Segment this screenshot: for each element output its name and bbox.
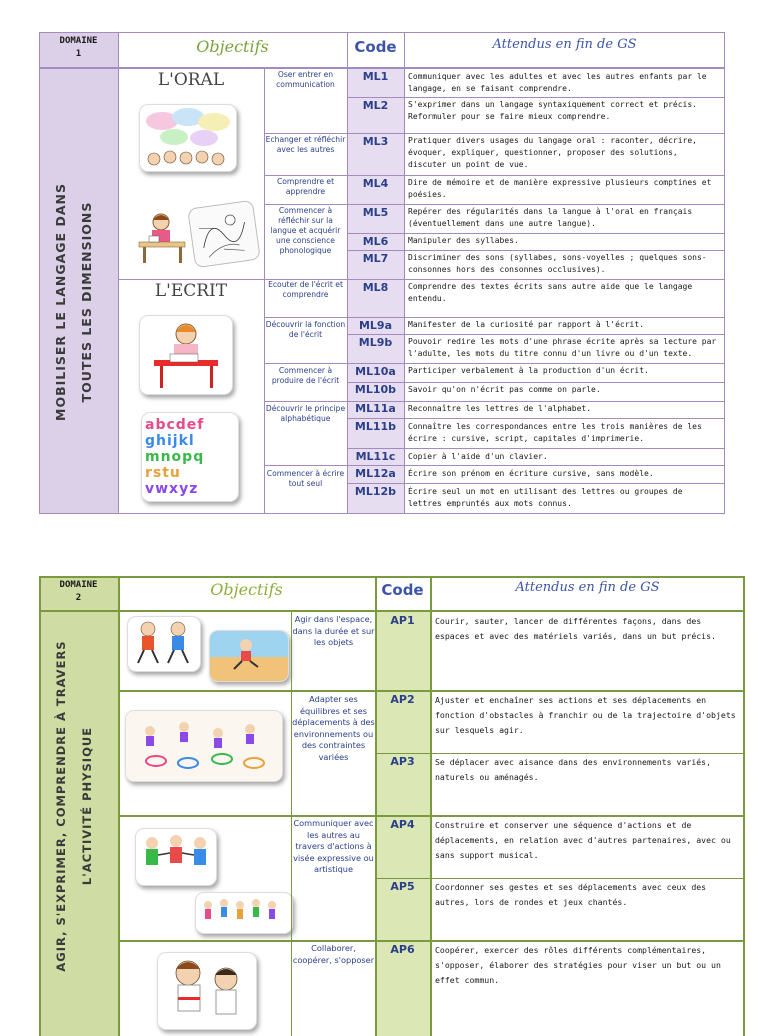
objective-oser-communication: Oser entrer en communication bbox=[276, 70, 335, 89]
domain1-vertical-title: MOBILISER LE LANGAGE DANS TOUTES LES DIMENSIONS bbox=[53, 183, 94, 421]
attendu-ml12b: Écrire seul un mot en utilisant des lettres ou groupes de lettres empruntés aux mots connus. bbox=[408, 487, 683, 508]
children-round-dance-image bbox=[195, 892, 293, 934]
attendu-ml8: Comprendre des textes écrits sans autre aide que le langage entendu. bbox=[408, 282, 693, 303]
objective-communiquer-autres: Communiquer avec les autres au travers d'actions à visée expressive ou artistique bbox=[293, 818, 374, 874]
attendu-ml11b: Connaître les correspondances entre les trois manières de les écrire : cursive, script, capitales d'imprimerie. bbox=[408, 422, 702, 443]
objective-adapter-equilibres: Adapter ses équilibres et ses déplacements à des environnements ou des contraintes variées bbox=[292, 694, 375, 762]
objective-collaborer: Collaborer, coopérer, s'opposer bbox=[292, 943, 375, 965]
code-ml3: ML3 bbox=[362, 135, 389, 148]
d1-header-bottom bbox=[39, 67, 725, 69]
code-ml6: ML6 bbox=[362, 235, 389, 248]
code-ml7: ML7 bbox=[362, 252, 389, 265]
objective-principe-alphabetique: Découvrir le principe alphabétique bbox=[265, 404, 346, 423]
code-ml8: ML8 bbox=[362, 281, 389, 294]
domain2-table bbox=[39, 576, 745, 1036]
drawing-sketch-image bbox=[187, 200, 261, 269]
d1-obj-divider bbox=[264, 204, 725, 205]
attendu-ml10a: Participer verbalement à la production d'un écrit. bbox=[408, 366, 649, 375]
d2-obj-divider bbox=[118, 690, 745, 692]
obstacle-course-image bbox=[125, 710, 283, 782]
d1-row-divider bbox=[347, 233, 725, 234]
d1-section-divider bbox=[118, 279, 725, 280]
attendu-ap4: Construire et conserver une séquence d'actions et de déplacements, en relation avec d'autres partenaires, avec ou sans support musical. bbox=[435, 820, 731, 860]
code-ap5: AP5 bbox=[390, 880, 415, 893]
attendu-ml11c: Copier à l'aide d'un clavier. bbox=[408, 452, 548, 461]
d1-row-divider bbox=[347, 250, 725, 251]
attendu-ml9a: Manifester de la curiosité par rapport à l'écrit. bbox=[408, 320, 645, 329]
children-speech-bubbles-image bbox=[139, 104, 237, 172]
child-writing-image bbox=[139, 315, 233, 395]
attendu-ml7: Discriminer des sons (syllabes, sons-voyelles ; quelques sons-consonnes hors des consonnes occlusives). bbox=[408, 253, 707, 274]
attendu-ap5: Coordonner ses gestes et ses déplacements avec ceux des autres, lors de rondes et jeux chantés. bbox=[435, 882, 707, 907]
d2-col-4 bbox=[430, 576, 432, 1036]
d2-col-1 bbox=[118, 576, 120, 1036]
d1-obj-divider bbox=[264, 175, 725, 176]
objective-echanger: Echanger et réfléchir avec les autres bbox=[265, 135, 346, 154]
code-ap6: AP6 bbox=[390, 943, 415, 956]
d1-col-2 bbox=[264, 68, 265, 514]
child-jumping-beach-image bbox=[209, 630, 289, 682]
code-ml1: ML1 bbox=[362, 70, 389, 83]
attendu-ml5: Repérer des régularités dans la langue à l'oral en français (éventuellement dans une autre langue). bbox=[408, 207, 693, 228]
objective-produire-ecrit: Commencer à produire de l'écrit bbox=[271, 366, 340, 385]
objective-ecouter-ecrit: Ecouter de l'écrit et comprendre bbox=[268, 280, 343, 299]
domaine1-label: DOMAINE 1 bbox=[59, 36, 98, 59]
children-judo-image bbox=[157, 952, 257, 1030]
code-ml11a: ML11a bbox=[355, 402, 396, 415]
d1-border-right bbox=[724, 32, 725, 514]
attendu-ap1: Courir, sauter, lancer de différentes façons, dans des espaces et avec des matériels variés, dans un but précis. bbox=[435, 616, 716, 641]
attendu-ml2: S'exprimer dans un langage syntaxiquement correct et précis. Reformuler pour se faire mieux comprendre. bbox=[408, 100, 697, 121]
d2-row-divider bbox=[375, 878, 745, 879]
d1-border-left bbox=[39, 32, 40, 514]
attendu-ml10b: Savoir qu'on n'écrit pas comme on parle. bbox=[408, 385, 601, 394]
code-ml10b: ML10b bbox=[354, 383, 397, 396]
domain2-vertical-title: AGIR, S'EXPRIMER, COMPRENDRE À TRAVERS L'ACTIVITÉ PHYSIQUE bbox=[54, 640, 94, 972]
code-ap4: AP4 bbox=[390, 818, 415, 831]
d1-row-divider bbox=[347, 483, 725, 484]
attendus-header-2: Attendus en fin de GS bbox=[515, 580, 660, 595]
code-ml9b: ML9b bbox=[358, 336, 393, 349]
objectifs-header: Objectifs bbox=[196, 37, 269, 56]
children-running-image bbox=[127, 616, 201, 672]
code-ml5: ML5 bbox=[362, 206, 389, 219]
code-ml2: ML2 bbox=[362, 99, 389, 112]
code-ap2: AP2 bbox=[390, 693, 415, 706]
attendu-ml9b: Pouvoir redire les mots d'une phrase écrite après sa lecture par l'adulte, les mots du titre connu d'un livre ou d'un texte. bbox=[408, 337, 717, 358]
code-ap3: AP3 bbox=[390, 755, 415, 768]
attendu-ml1: Communiquer avec les adultes et avec les autres enfants par le langage, en se faisant comprendre. bbox=[408, 72, 707, 93]
attendus-header: Attendus en fin de GS bbox=[492, 37, 637, 52]
code-ml10a: ML10a bbox=[355, 365, 396, 378]
d1-col-4 bbox=[404, 32, 405, 514]
d1-obj-divider bbox=[264, 465, 725, 466]
attendu-ml12a: Écrire son prénom en écriture cursive, sans modèle. bbox=[408, 469, 654, 478]
alphabet-letters-image bbox=[141, 412, 239, 502]
d1-col-3 bbox=[347, 32, 348, 514]
d1-obj-divider bbox=[264, 401, 725, 402]
section-ecrit-title: L'ECRIT bbox=[154, 281, 228, 301]
attendu-ml4: Dire de mémoire et de manière expressive plusieurs comptines et poésies. bbox=[408, 178, 712, 199]
objective-fonction-ecrit: Découvrir la fonction de l'écrit bbox=[265, 320, 346, 339]
d2-col-2 bbox=[291, 611, 292, 1036]
attendu-ap6: Coopérer, exercer des rôles différents complémentaires, s'opposer, élaborer des stratégies pour viser un but ou un effet commun. bbox=[435, 945, 721, 985]
d1-border-bottom bbox=[39, 513, 725, 514]
objectifs-header-2: Objectifs bbox=[210, 580, 283, 599]
d1-row-divider bbox=[347, 334, 725, 335]
d1-col-1 bbox=[118, 32, 119, 514]
code-header-2: Code bbox=[381, 581, 424, 599]
children-dancing-image bbox=[135, 828, 217, 886]
d2-border-top bbox=[39, 576, 745, 578]
objective-ecrire-seul: Commencer à écrire tout seul bbox=[266, 469, 345, 488]
d1-row-divider bbox=[347, 382, 725, 383]
section-oral-title: L'ORAL bbox=[157, 70, 225, 90]
attendu-ap2: Ajuster et enchaîner ses actions et ses déplacements en fonction d'obstacles à franchir ou de la trajectoire d'objets sur lesquels agir. bbox=[435, 695, 736, 735]
attendu-ml3: Pratiquer divers usages du langage oral : raconter, décrire, évoquer, expliquer, questionner, proposer des solutions, discuter un point de vue. bbox=[408, 136, 697, 169]
d1-row-divider bbox=[347, 448, 725, 449]
attendu-ml11a: Reconnaître les lettres de l'alphabet. bbox=[408, 404, 592, 413]
d2-row-divider bbox=[375, 753, 745, 754]
d2-obj-divider bbox=[118, 815, 745, 817]
d2-obj-divider bbox=[118, 940, 745, 942]
d2-col-3 bbox=[375, 576, 377, 1036]
d2-header-bottom bbox=[39, 610, 745, 612]
d1-row-divider bbox=[347, 418, 725, 419]
code-ml9a: ML9a bbox=[358, 319, 393, 332]
code-ml4: ML4 bbox=[362, 177, 389, 190]
code-ml11b: ML11b bbox=[354, 420, 397, 433]
code-ml11c: ML11c bbox=[355, 450, 396, 463]
d1-obj-divider bbox=[264, 317, 725, 318]
d1-obj-divider bbox=[264, 133, 725, 134]
attendu-ml6: Manipuler des syllabes. bbox=[408, 236, 519, 245]
code-ml12a: ML12a bbox=[355, 467, 396, 480]
child-at-table-image bbox=[135, 208, 191, 266]
d2-border-left bbox=[39, 576, 41, 1036]
code-ap1: AP1 bbox=[390, 614, 415, 627]
alphabet-letters: abcdef ghijkl mnopq rstu vwxyz bbox=[145, 417, 205, 497]
d2-border-right bbox=[743, 576, 745, 1036]
domain1-table bbox=[39, 32, 725, 514]
domaine2-label: DOMAINE 2 bbox=[59, 580, 98, 603]
code-header: Code bbox=[354, 38, 397, 56]
d1-border-top bbox=[39, 32, 725, 33]
objective-comprendre-apprendre: Comprendre et apprendre bbox=[276, 177, 335, 196]
d1-obj-divider bbox=[264, 363, 725, 364]
objective-agir-espace: Agir dans l'espace, dans la durée et sur les objets bbox=[292, 614, 375, 647]
d1-row-divider bbox=[347, 97, 725, 98]
objective-reflechir-langue: Commencer à réfléchir sur la langue et acquérir une conscience phonologique bbox=[270, 206, 341, 255]
code-ml12b: ML12b bbox=[354, 485, 397, 498]
attendu-ap3: Se déplacer avec aisance dans des environnements variés, naturels ou aménagés. bbox=[435, 757, 712, 782]
